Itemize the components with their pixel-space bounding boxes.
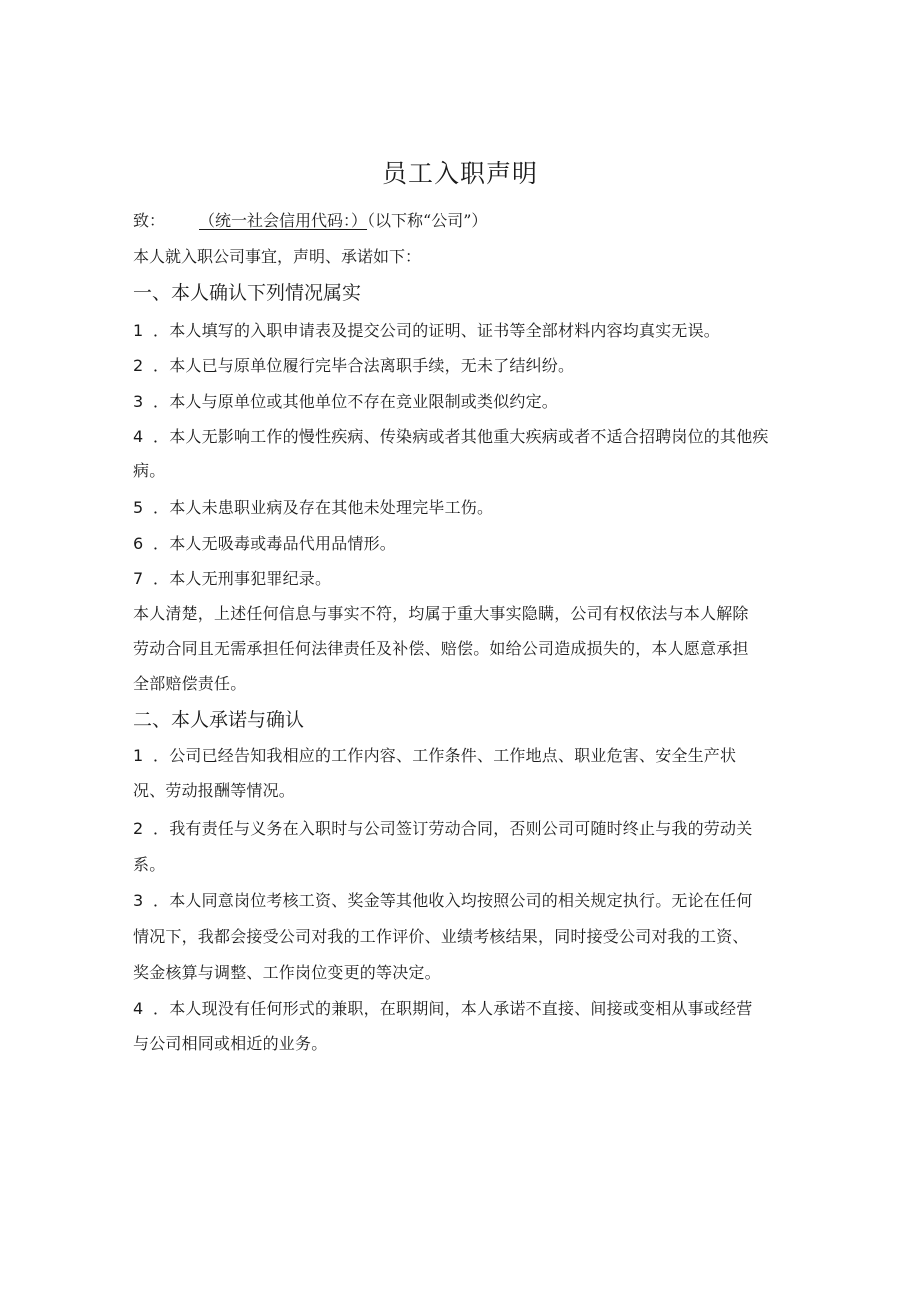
list-item	[133, 566, 331, 589]
item-continuation: 情况下，我都会接受公司对我的工作评价、业绩考核结果，同时接受公司对我的工资、	[133, 927, 749, 946]
statement-line: 本人清楚，上述任何信息与事实不符，均属于重大事实隐瞒，公司有权依法与本人解除	[133, 604, 749, 623]
item-text: ．本人填写的入职申请表及提交公司的证明、证书等全部材料内容均真实无误。	[153, 321, 721, 340]
item-continuation: 奖金核算与调整、工作岗位变更的等决定。	[133, 963, 441, 982]
intro-text: 本人就入职公司事宜，声明、承诺如下：	[133, 247, 422, 266]
list-item	[133, 531, 396, 554]
item-text: ．我有责任与义务在入职时与公司签订劳动合同，否则公司可随时终止与我的劳动关	[153, 819, 753, 838]
item-continuation: 病。	[133, 461, 166, 480]
list-item	[133, 424, 769, 447]
item-number: 1	[133, 746, 144, 765]
item-text: ．本人同意岗位考核工资、奖金等其他收入均按照公司的相关规定执行。无论在任何	[153, 891, 753, 910]
item-text: ．本人无刑事犯罪纪录。	[153, 569, 332, 588]
item-text: ．本人无吸毒或毒品代用品情形。	[153, 534, 397, 553]
item-number: 7	[133, 569, 144, 588]
statement-line: 劳动合同且无需承担任何法律责任及补偿、赔偿。如给公司造成损失的，本人愿意承担	[133, 639, 749, 658]
item-number: 2	[133, 819, 144, 838]
credit-code-field: （统一社会信用代码：）	[199, 211, 368, 230]
item-text: ．公司已经告知我相应的工作内容、工作条件、工作地点、职业危害、安全生产状	[153, 746, 737, 765]
addressee-label: 致：	[133, 211, 166, 230]
statement-line: 全部赔偿责任。	[133, 674, 247, 693]
item-number: 5	[133, 498, 144, 517]
addressee-line	[133, 208, 487, 231]
item-text: ．本人未患职业病及存在其他未处理完毕工伤。	[153, 498, 494, 517]
list-item	[133, 743, 736, 766]
item-text: ．本人现没有任何形式的兼职，在职期间，本人承诺不直接、间接或变相从事或经营	[153, 999, 753, 1018]
list-item	[133, 816, 752, 839]
item-number: 3	[133, 392, 144, 411]
addressee-suffix: （以下称“公司”）	[367, 211, 488, 230]
section2-heading: 二、本人承诺与确认	[133, 709, 305, 731]
item-text: ．本人无影响工作的慢性疾病、传染病或者其他重大疾病或者不适合招聘岗位的其他疾	[153, 427, 769, 446]
item-number: 4	[133, 999, 144, 1018]
list-item	[133, 389, 558, 412]
list-item	[133, 318, 720, 341]
item-number: 6	[133, 534, 144, 553]
item-number: 3	[133, 891, 144, 910]
item-text: ．本人与原单位或其他单位不存在竞业限制或类似约定。	[153, 392, 559, 411]
item-continuation: 系。	[133, 855, 166, 874]
item-continuation: 况、劳动报酬等情况。	[133, 781, 296, 800]
list-item	[133, 888, 752, 911]
list-item	[133, 353, 574, 376]
item-continuation: 与公司相同或相近的业务。	[133, 1034, 328, 1053]
list-item	[133, 996, 752, 1019]
section1-heading: 一、本人确认下列情况属实	[133, 282, 362, 304]
item-number: 2	[133, 356, 144, 375]
list-item	[133, 495, 493, 518]
document-title: 员工入职声明	[381, 159, 538, 188]
item-number: 1	[133, 321, 144, 340]
item-text: ．本人已与原单位履行完毕合法离职手续，无未了结纠纷。	[153, 356, 575, 375]
item-number: 4	[133, 427, 144, 446]
